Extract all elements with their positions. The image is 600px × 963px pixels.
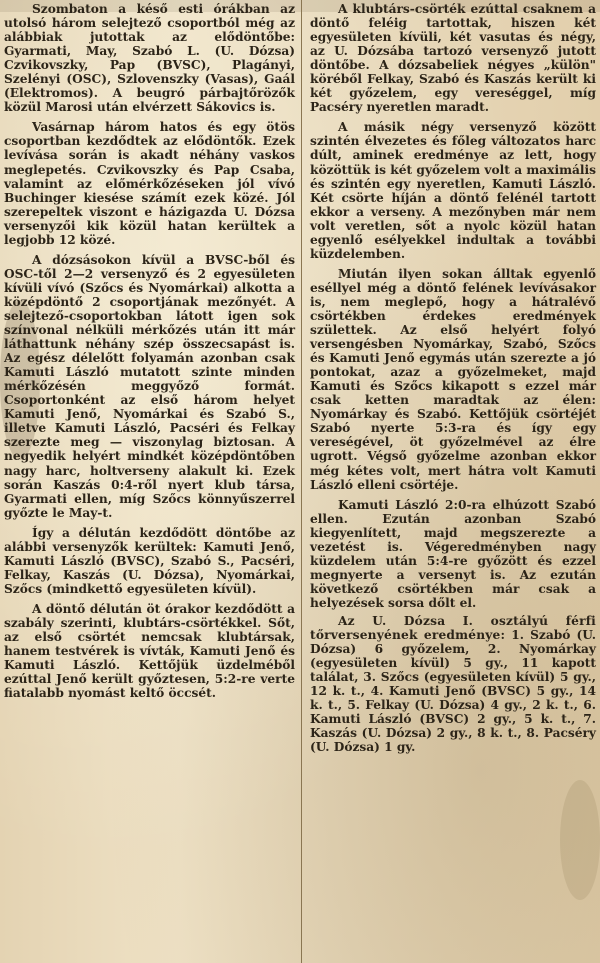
paragraph: Szombaton a késő esti órákban az utolsó három selejtező csoportból még az alábbiak jutottak az elődöntőbe: Gyarmati, May, Szabó L. (U. Dózsa) Czvikovszky, Pap (BVSC), Plagányi, Szelényi (OSC), Szlovenszky (Vasas), Gaál (Elektromos). A beugró párbajtőrözők közül Marosi után elvérzett Sákovics is.	[4, 2, 295, 115]
paragraph: Így a délután kezdődött döntőbe az alábbi versenyzők kerültek: Kamuti Jenő, Kamuti László (BVSC), Szabó S., Pacséri, Felkay, Kaszás (U. Dózsa), Nyomárkai, Szőcs (mindkettő egyesületen kívül).	[4, 525, 295, 596]
paragraph: Miután ilyen sokan álltak egyenlő eséllyel még a döntő felének levívásakor is, nem meglepő, hogy a hátralévő csörtékben érdekes eredmények születtek. Az első helyért folyó versengésben Nyomárkay, Szabó, Szőcs és Kamuti Jenő egymás után szerezte a jó pontokat, azaz a győzelmeket, majd Kamuti és Szőcs kikapott s ezzel már csak ketten maradtak az élen: Nyomárkay és Szabó. Kettőjük csörtéjét Szabó nyerte 5:3-ra és így egy vereségével, öt győzelmével az élre ugrott. Végső győzelme azonban ekkor még kétes volt, mert hátra volt Kamuti László elleni csörtéje.	[310, 266, 596, 492]
paper-stain	[560, 780, 600, 900]
column-divider	[301, 0, 302, 963]
results-body: 1. Szabó (U. Dózsa) 6 győzelem, 2. Nyomárkay (egyesületen kívül) 5 gy., 11 kapott találat, 3. Szőcs (egyesületen kívül) 5 gy., 12 k. t., 4. Kamuti Jenő (BVSC) 5 gy., 14 k. t., 5. Felkay (U. Dózsa) 4 gy., 2 k. t., 6. Kamuti László (BVSC) 2 gy., 5 k. t., 7. Kaszás (U. Dózsa) 2 gy., 8 k. t., 8. Pacséry (U. Dózsa) 1 gy.	[310, 628, 596, 755]
paragraph: A döntő délután öt órakor kezdődött a szabály szerinti, klubtárs-csörtékkel. Sőt, az első csörtét nemcsak klubtársak, hanem testvérek is vívták, Kamuti Jenő és Kamuti László. Kettőjük üzdelméből ezúttal Jenő került győztesen, 5:2-re verte fiatalabb nyomást keltő öccsét.	[4, 601, 295, 701]
paragraph: A másik négy versenyző között szintén élvezetes és főleg változatos harc dúlt, aminek eredménye az lett, hogy közöttük is két győzelem volt a maximális és szintén egy nyeretlen, Kamuti László. Két csörte híján a döntő felénél tartott ekkor a verseny. A mezőnyben már nem volt veretlen, sőt a nyolc közül hatan egyenlő esélyekkel indultak a további küzdelemben.	[310, 120, 596, 261]
right-column	[310, 2, 596, 754]
paragraph: Kamuti László 2:0-ra elhúzott Szabó ellen. Ezután azonban Szabó kiegyenlített, majd megszerezte a vezetést is. Végeredményben nagy küzdelem után 5:4-re győzött és ezzel megnyerte a versenyt is. Az ezután következő csörtékben már csak a helyezések sorsa dőlt el.	[310, 497, 596, 610]
paragraph: A dózsásokon kívül a BVSC-ből és OSC-től 2—2 versenyző és 2 egyesületen kívüli vívó (Szőcs és Nyomárkai) alkotta a középdöntő 2 csoportjának mezőnyét. A selejtező-csoportokban látott igen sok színvonal nélküli mérkőzés után itt már láthattunk néhány szép összecsapást is. Az egész délelőtt folyamán azonban csak Kamuti László mutatott szinte minden mérkőzésén meggyőző formát. Csoportonként az első három helyet Kamuti Jenő, Nyomárkai és Szabó S., illetve Kamuti László, Pacséri és Felkay szerezte meg — viszonylag biztosan. A negyedik helyért mindkét középdöntőben nagy harc, holtverseny alakult ki. Ezek során Kaszás 0:4-ről nyert klub társa, Gyarmati ellen, míg Szőcs könnyűszerrel győzte le May-t.	[4, 252, 295, 520]
results-lead: Az U. Dózsa I. osztályú férfi tőrversenyének eredménye:	[310, 613, 596, 643]
results-paragraph	[310, 614, 596, 754]
paragraph: Vasárnap három hatos és egy ötös csoportban kezdődtek az elődöntők. Ezek levívása során is akadt néhány vaskos meglepetés. Czvikovszky és Pap Csaba, valamint az előmérkőzéseken jól vívó Buchinger kiesése számít ezek közé. Jól szerepeltek viszont e házigazda U. Dózsa versenyzői kik közül hatan kerültek a legjobb 12 közé.	[4, 120, 295, 247]
left-column	[4, 2, 295, 700]
paragraph: A klubtárs-csörték ezúttal csaknem a döntő feléig tartottak, hiszen két egyesületen kívüli, két vasutas és négy, az U. Dózsába tartozó versenyző jutott döntőbe. A dózsabeliek négyes „külön" köréből Felkay, Szabó és Kaszás került ki két győzelem, egy vereséggel, míg Pacséry nyeretlen maradt.	[310, 2, 596, 115]
